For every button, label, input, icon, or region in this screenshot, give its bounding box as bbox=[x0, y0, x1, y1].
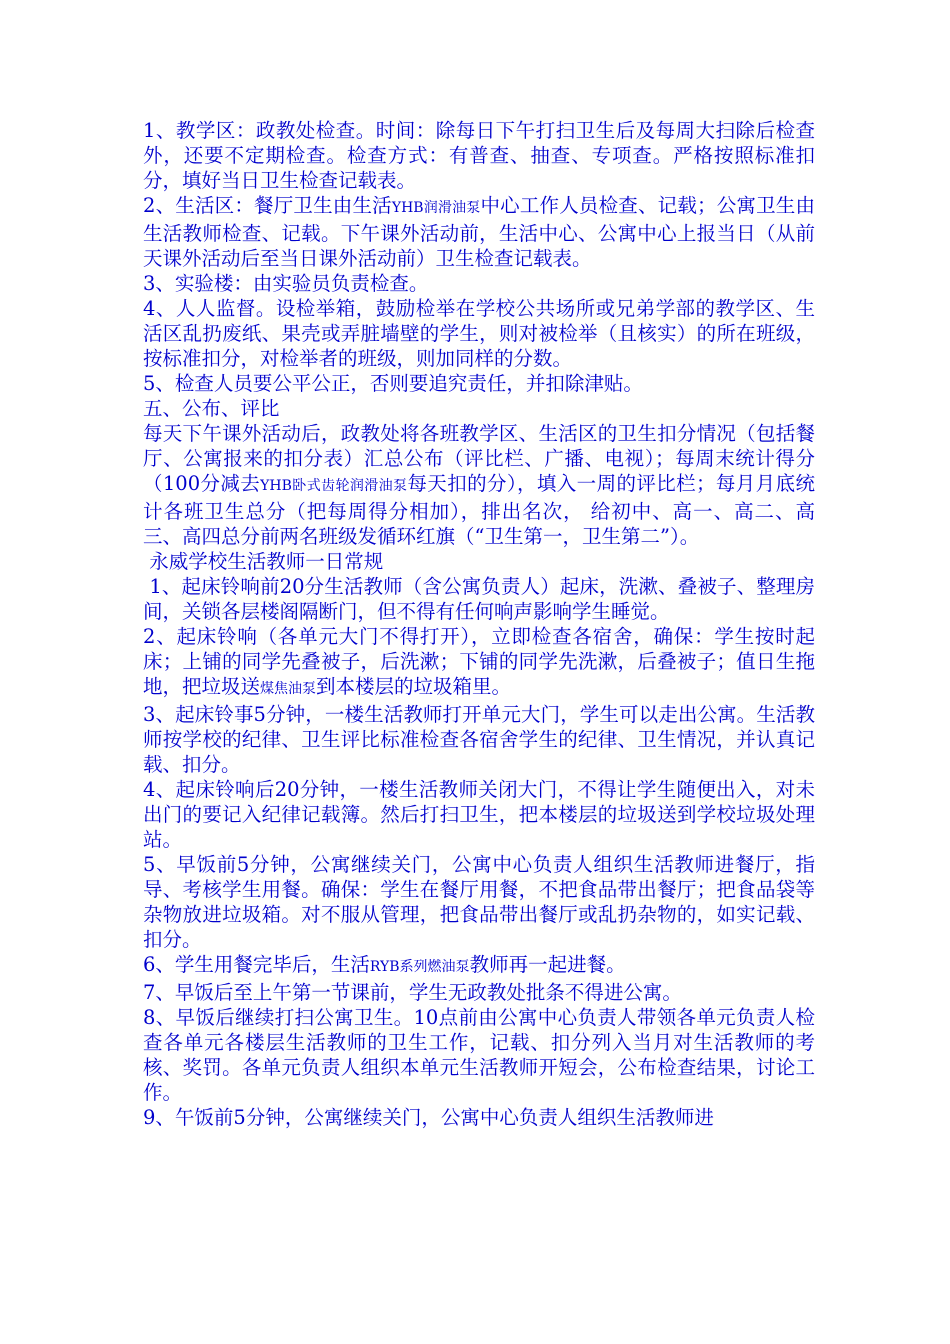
paragraph-3: 3、实验楼：由实验员负责检查。 bbox=[143, 272, 429, 295]
paragraph-6: 每天下午课外活动后，政教处将各班教学区、生活区的卫生扣分情况（包括餐厅、公寓报来的扣分表）汇总公布（评比栏、广播、电视）；每周末统计得分（100分减去YHB卧式齿轮润滑油泵每天扣的分），填入一周的评比栏；每月月底统计各班卫生总分（把每周得分相加），排出名次， 给初中、高一、高二、高三、高四总分前两名班级发循环红旗（“卫生第一，卫生第二”）。 bbox=[143, 422, 815, 548]
paragraph-5: 5、检查人员要公平公正，否则要追究责任，并扣除津贴。 bbox=[143, 372, 643, 395]
paragraph-1: 1、教学区：政教处检查。时间：除每日下午打扫卫生后及每周大扫除后检查外，还要不定期检查。检查方式：有普查、抽查、专项查。严格按照标准扣分，填好当日卫生检查记载表。 bbox=[143, 119, 815, 192]
document-body bbox=[143, 118, 815, 1130]
inline-ad-text: YHB润滑油泵 bbox=[391, 200, 481, 216]
paragraph-11: 5、早饭前5分钟，公寓继续关门，公寓中心负责人组织生活教师进餐厅，指导、考核学生用餐。确保：学生在餐厅用餐，不把食品带出餐厅；把食品袋等杂物放进垃圾箱。对不服从管理，把食品带出餐厅或乱扔杂物的，如实记载、扣分。 bbox=[143, 853, 815, 951]
inline-ad-text: 煤焦油泵 bbox=[260, 681, 317, 697]
paragraph-10: 4、起床铃响后20分钟，一楼生活教师关闭大门，不得让学生随便出入，对未出门的要记入纪律记载簿。然后打扫卫生，把本楼层的垃圾送到学校垃圾处理站。 bbox=[143, 778, 815, 851]
section-heading: 五、公布、评比 bbox=[143, 397, 280, 420]
paragraph-8: 2、起床铃响（各单元大门不得打开），立即检查各宿舍，确保：学生按时起床；上铺的同学先叠被子，后洗漱；下铺的同学先洗漱，后叠被子；值日生拖地，把垃圾送煤焦油泵到本楼层的垃圾箱里。 bbox=[143, 625, 815, 698]
paragraph-15: 9、午饭前5分钟，公寓继续关门，公寓中心负责人组织生活教师进 bbox=[143, 1106, 714, 1129]
paragraph-12: 6、学生用餐完毕后，生活RYB系列燃油泵教师再一起进餐。 bbox=[143, 953, 626, 976]
paragraph-4: 4、人人监督。设检举箱，鼓励检举在学校公共场所或兄弟学部的教学区、生活区乱扔废纸、果壳或弄脏墙壁的学生，则对被检举（且核实）的所在班级，按标准扣分，对检举者的班级，则加同样的分数。 bbox=[143, 297, 815, 370]
inline-ad-text: YHB卧式齿轮润滑油泵 bbox=[260, 478, 408, 494]
paragraph-7: 1、起床铃响前20分生活教师（含公寓负责人）起床，洗漱、叠被子、整理房间，关锁各层楼阁隔断门，但不得有任何响声影响学生睡觉。 bbox=[143, 575, 815, 623]
paragraph-2: 2、生活区：餐厅卫生由生活YHB润滑油泵中心工作人员检查、记载；公寓卫生由生活教师检查、记载。下午课外活动前，生活中心、公寓中心上报当日（从前天课外活动后至当日课外活动前）卫生检查记载表。 bbox=[143, 194, 815, 270]
section-title: 永威学校生活教师一日常规 bbox=[143, 550, 384, 573]
inline-ad-text: RYB系列燃油泵 bbox=[369, 959, 470, 975]
paragraph-13: 7、早饭后至上午第一节课前，学生无政教处批条不得进公寓。 bbox=[143, 981, 682, 1004]
paragraph-9: 3、起床铃事5分钟，一楼生活教师打开单元大门，学生可以走出公寓。生活教师按学校的纪律、卫生评比标准检查各宿舍学生的纪律、卫生情况，并认真记载、扣分。 bbox=[143, 703, 815, 776]
paragraph-14: 8、早饭后继续打扫公寓卫生。10点前由公寓中心负责人带领各单元负责人检查各单元各楼层生活教师的卫生工作，记载、扣分列入当月对生活教师的考核、奖罚。各单元负责人组织本单元生活教师开短会，公布检查结果，讨论工作。 bbox=[143, 1006, 815, 1104]
